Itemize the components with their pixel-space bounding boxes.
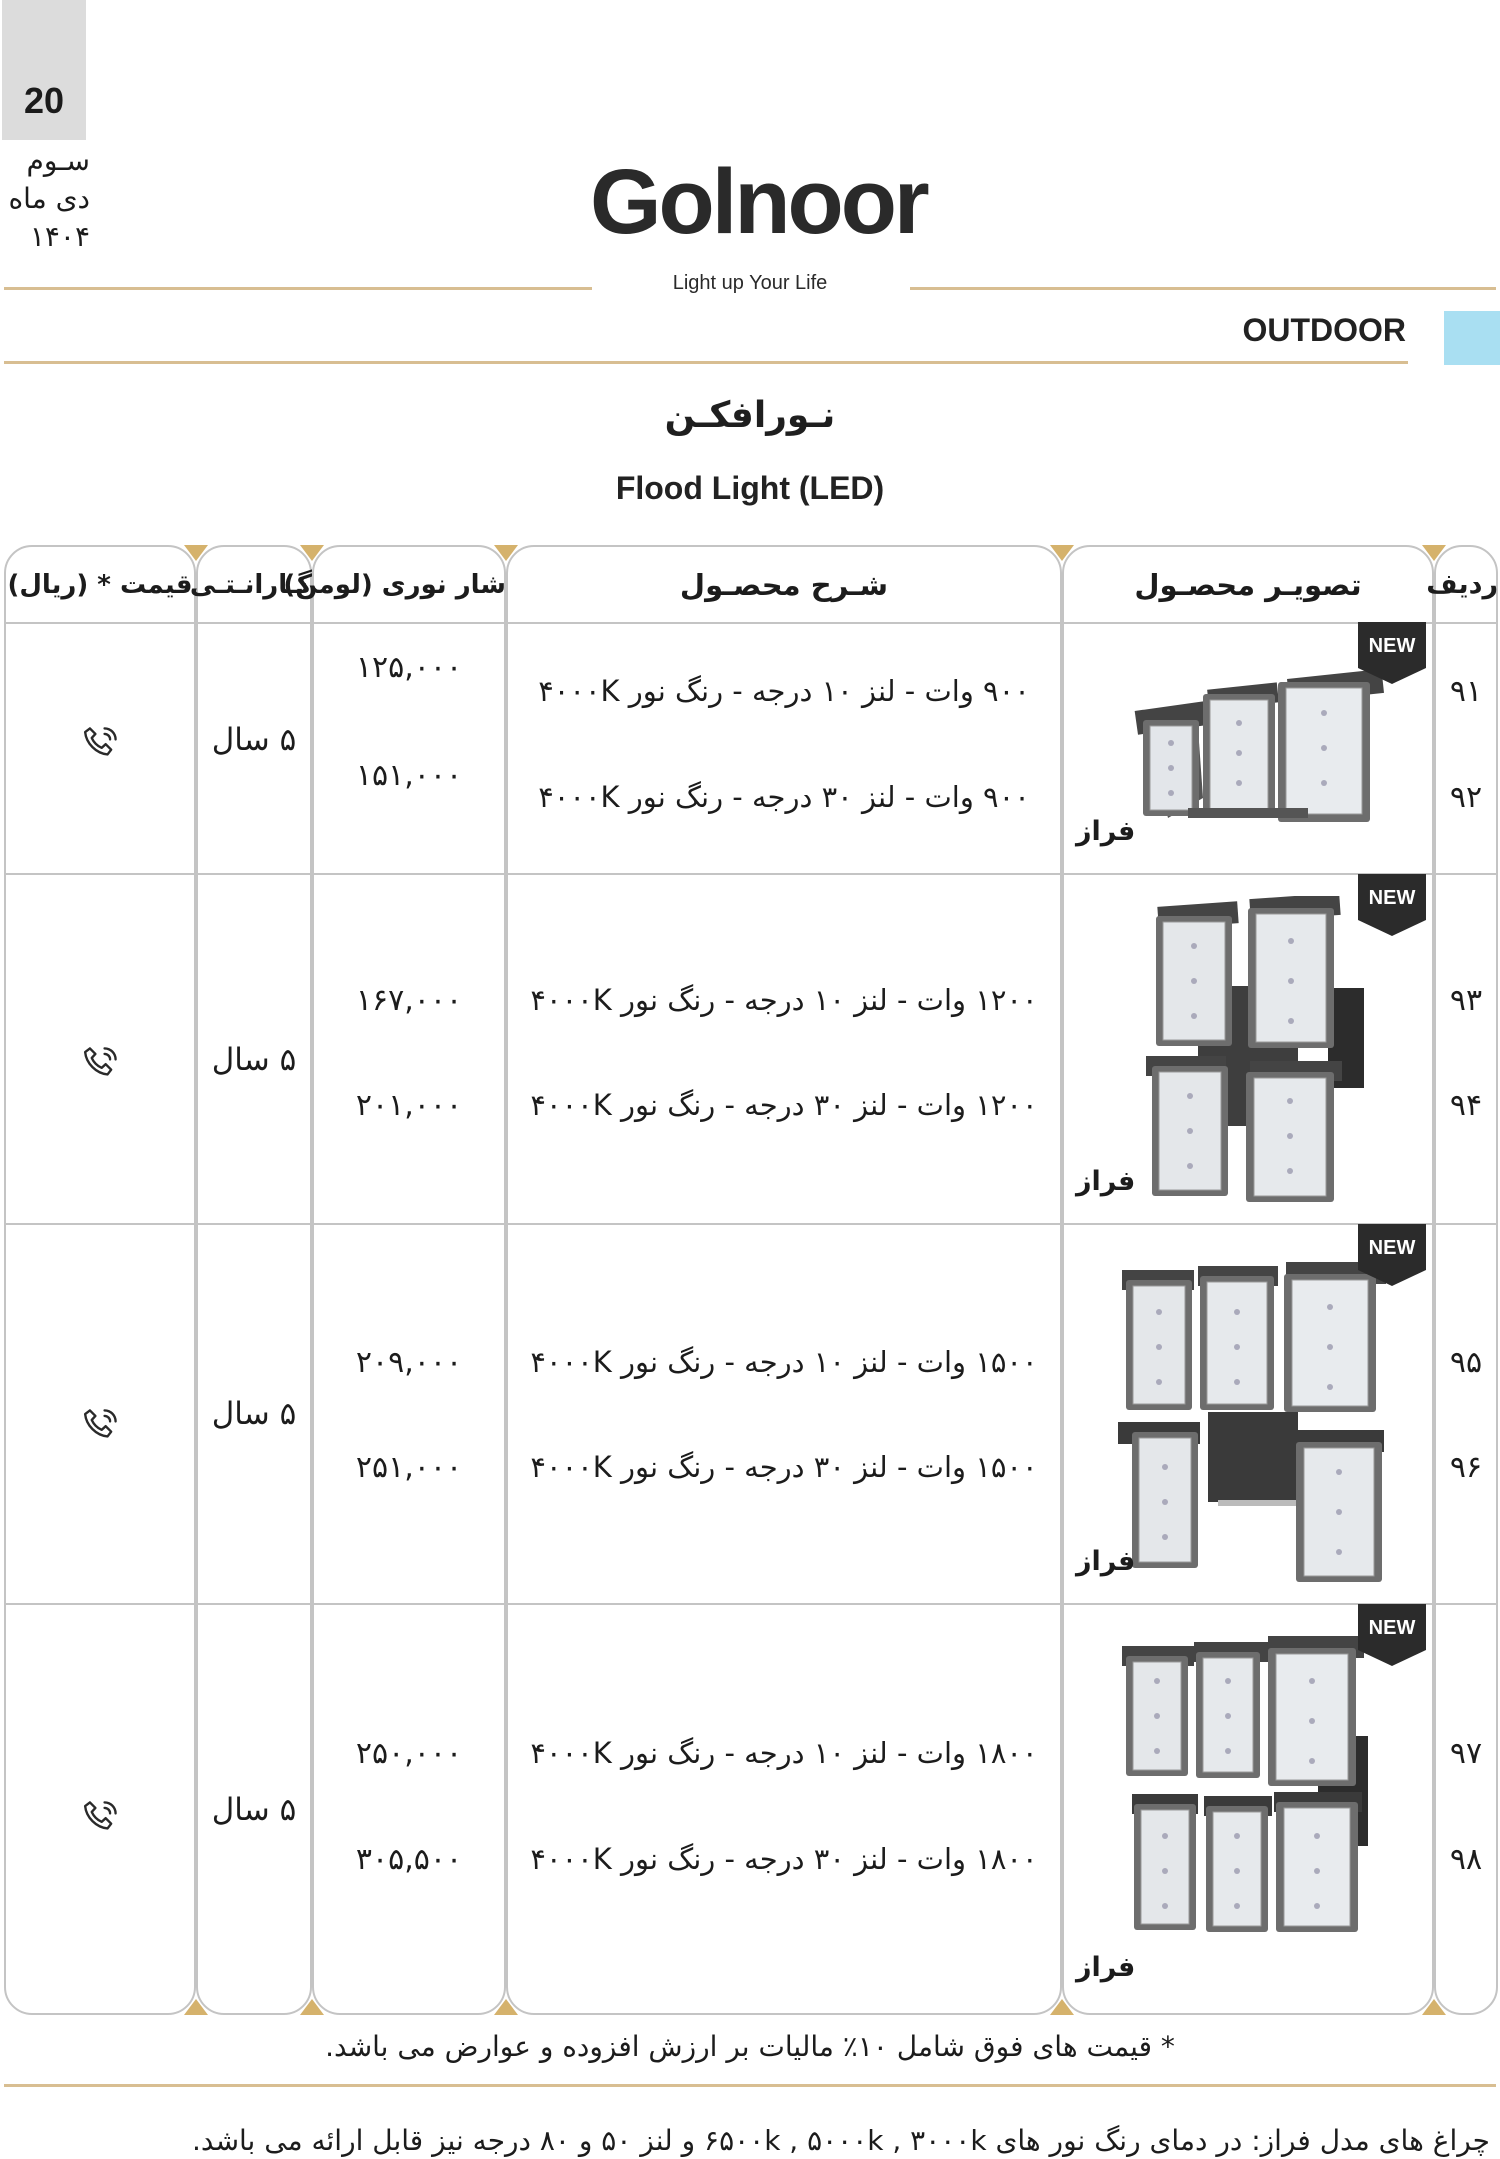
date-line: سـوم (26, 144, 90, 177)
lumen-value: ۱۲۵,۰۰۰ (355, 650, 463, 685)
row-number: ۹۱ (1449, 674, 1483, 709)
row-number: ۹۶ (1449, 1450, 1483, 1485)
row-number: ۹۷ (1449, 1736, 1483, 1771)
section-marker (1444, 311, 1500, 365)
column-row-number (1426, 545, 1498, 2015)
header-warranty: گـارانـتـی (189, 570, 312, 600)
column-notch (184, 1999, 208, 2015)
page-title-en: Flood Light (LED) (615, 470, 885, 506)
new-badge-label: NEW (1368, 1237, 1416, 1259)
lumen-value: ۱۶۷,۰۰۰ (355, 983, 463, 1018)
column-notch (1422, 1999, 1446, 2015)
lumen-value: ۱۵۱,۰۰۰ (355, 758, 463, 793)
section-divider (4, 361, 1408, 364)
tax-footnote: * قیمت های فوق شامل ۱۰٪ مالیات بر ارزش افزوده و عوارض می باشد. (325, 2030, 1175, 2063)
header-lumen: شار نوری (لومن) (283, 570, 506, 600)
lumen-value: ۲۰۱,۰۰۰ (355, 1088, 463, 1123)
lumen-value: ۳۰۵,۵۰۰ (355, 1842, 463, 1877)
lumen-value: ۲۰۹,۰۰۰ (355, 1345, 463, 1380)
warranty-value: ۵ سال (211, 1042, 297, 1078)
row-separator (4, 1223, 1498, 1225)
new-badge-label: NEW (1368, 887, 1416, 909)
lumen-value: ۲۵۱,۰۰۰ (355, 1450, 463, 1485)
floodlight-product-image (1118, 1262, 1388, 1590)
page-number: 20 (23, 80, 65, 121)
new-badge-label: NEW (1368, 635, 1416, 657)
header-image: تصویـر محصـول (1134, 568, 1362, 602)
phone-icon[interactable] (78, 722, 122, 766)
floodlight-product-image (1108, 668, 1388, 833)
column-notch (300, 1999, 324, 2015)
product-description: ۱۵۰۰ وات - لنز ۱۰ درجه - رنگ نور ۴۰۰۰K (530, 1345, 1038, 1379)
row-number: ۹۸ (1449, 1842, 1483, 1877)
product-description: ۱۲۰۰ وات - لنز ۱۰ درجه - رنگ نور ۴۰۰۰K (530, 983, 1038, 1017)
product-description: ۱۸۰۰ وات - لنز ۳۰ درجه - رنگ نور ۴۰۰۰K (530, 1842, 1038, 1876)
header-divider (4, 287, 592, 290)
phone-icon[interactable] (78, 1042, 122, 1086)
footer-divider (4, 2084, 1496, 2087)
date-line: دی ماه (8, 182, 90, 215)
new-badge-icon (1358, 1224, 1426, 1286)
row-separator (4, 1603, 1498, 1605)
product-description: ۱۲۰۰ وات - لنز ۳۰ درجه - رنگ نور ۴۰۰۰K (530, 1088, 1038, 1122)
new-badge-label: NEW (1368, 1617, 1416, 1639)
new-badge-icon (1358, 874, 1426, 936)
warranty-value: ۵ سال (211, 1792, 297, 1828)
issue-date (0, 142, 90, 256)
header-description: شـرح محصـول (679, 568, 889, 602)
brand-tagline: Light up Your Life (672, 272, 828, 294)
row-number: ۹۳ (1449, 983, 1483, 1018)
brand-logo: Golnoor (590, 151, 927, 253)
row-number: ۹۲ (1449, 780, 1483, 815)
date-line: ۱۴۰۴ (29, 220, 90, 253)
availability-note: چراغ های مدل فراز: در دمای رنگ نور های ۶۵۰۰k , ۵۰۰۰k , ۳۰۰۰k و لنز ۵۰ و ۸۰ درجه نیز قابل ارائه می باشد. (191, 2124, 1490, 2157)
column-notch (1050, 1999, 1074, 2015)
phone-icon[interactable] (78, 1404, 122, 1448)
brand-label: فراز (1076, 816, 1136, 847)
brand-label: فراز (1076, 1166, 1136, 1197)
row-separator (4, 873, 1498, 875)
row-number: ۹۵ (1449, 1345, 1483, 1380)
product-description: ۱۸۰۰ وات - لنز ۱۰ درجه - رنگ نور ۴۰۰۰K (530, 1736, 1038, 1770)
row-number: ۹۴ (1449, 1088, 1483, 1123)
floodlight-product-image (1118, 1636, 1388, 1936)
warranty-value: ۵ سال (211, 1396, 297, 1432)
header-price: قیمت * (ریال) (7, 570, 193, 600)
floodlight-product-image (1138, 896, 1372, 1206)
product-description: ۱۵۰۰ وات - لنز ۳۰ درجه - رنگ نور ۴۰۰۰K (530, 1450, 1038, 1484)
section-title: OUTDOOR (1242, 312, 1406, 348)
header-separator (4, 622, 1498, 624)
column-description (506, 545, 1062, 2015)
header-row-number: ردیف (1426, 569, 1498, 600)
warranty-value: ۵ سال (211, 722, 297, 758)
new-badge-icon (1358, 622, 1426, 684)
page-title-fa: نـورافکـن (664, 395, 836, 436)
brand-label: فراز (1076, 1952, 1136, 1983)
new-badge-icon (1358, 1604, 1426, 1666)
column-notch (494, 1999, 518, 2015)
product-description: ۹۰۰ وات - لنز ۱۰ درجه - رنگ نور ۴۰۰۰K (538, 674, 1030, 708)
brand-label: فراز (1076, 1546, 1136, 1577)
lumen-value: ۲۵۰,۰۰۰ (355, 1736, 463, 1771)
header-divider (910, 287, 1496, 290)
product-description: ۹۰۰ وات - لنز ۳۰ درجه - رنگ نور ۴۰۰۰K (538, 780, 1030, 814)
phone-icon[interactable] (78, 1796, 122, 1840)
